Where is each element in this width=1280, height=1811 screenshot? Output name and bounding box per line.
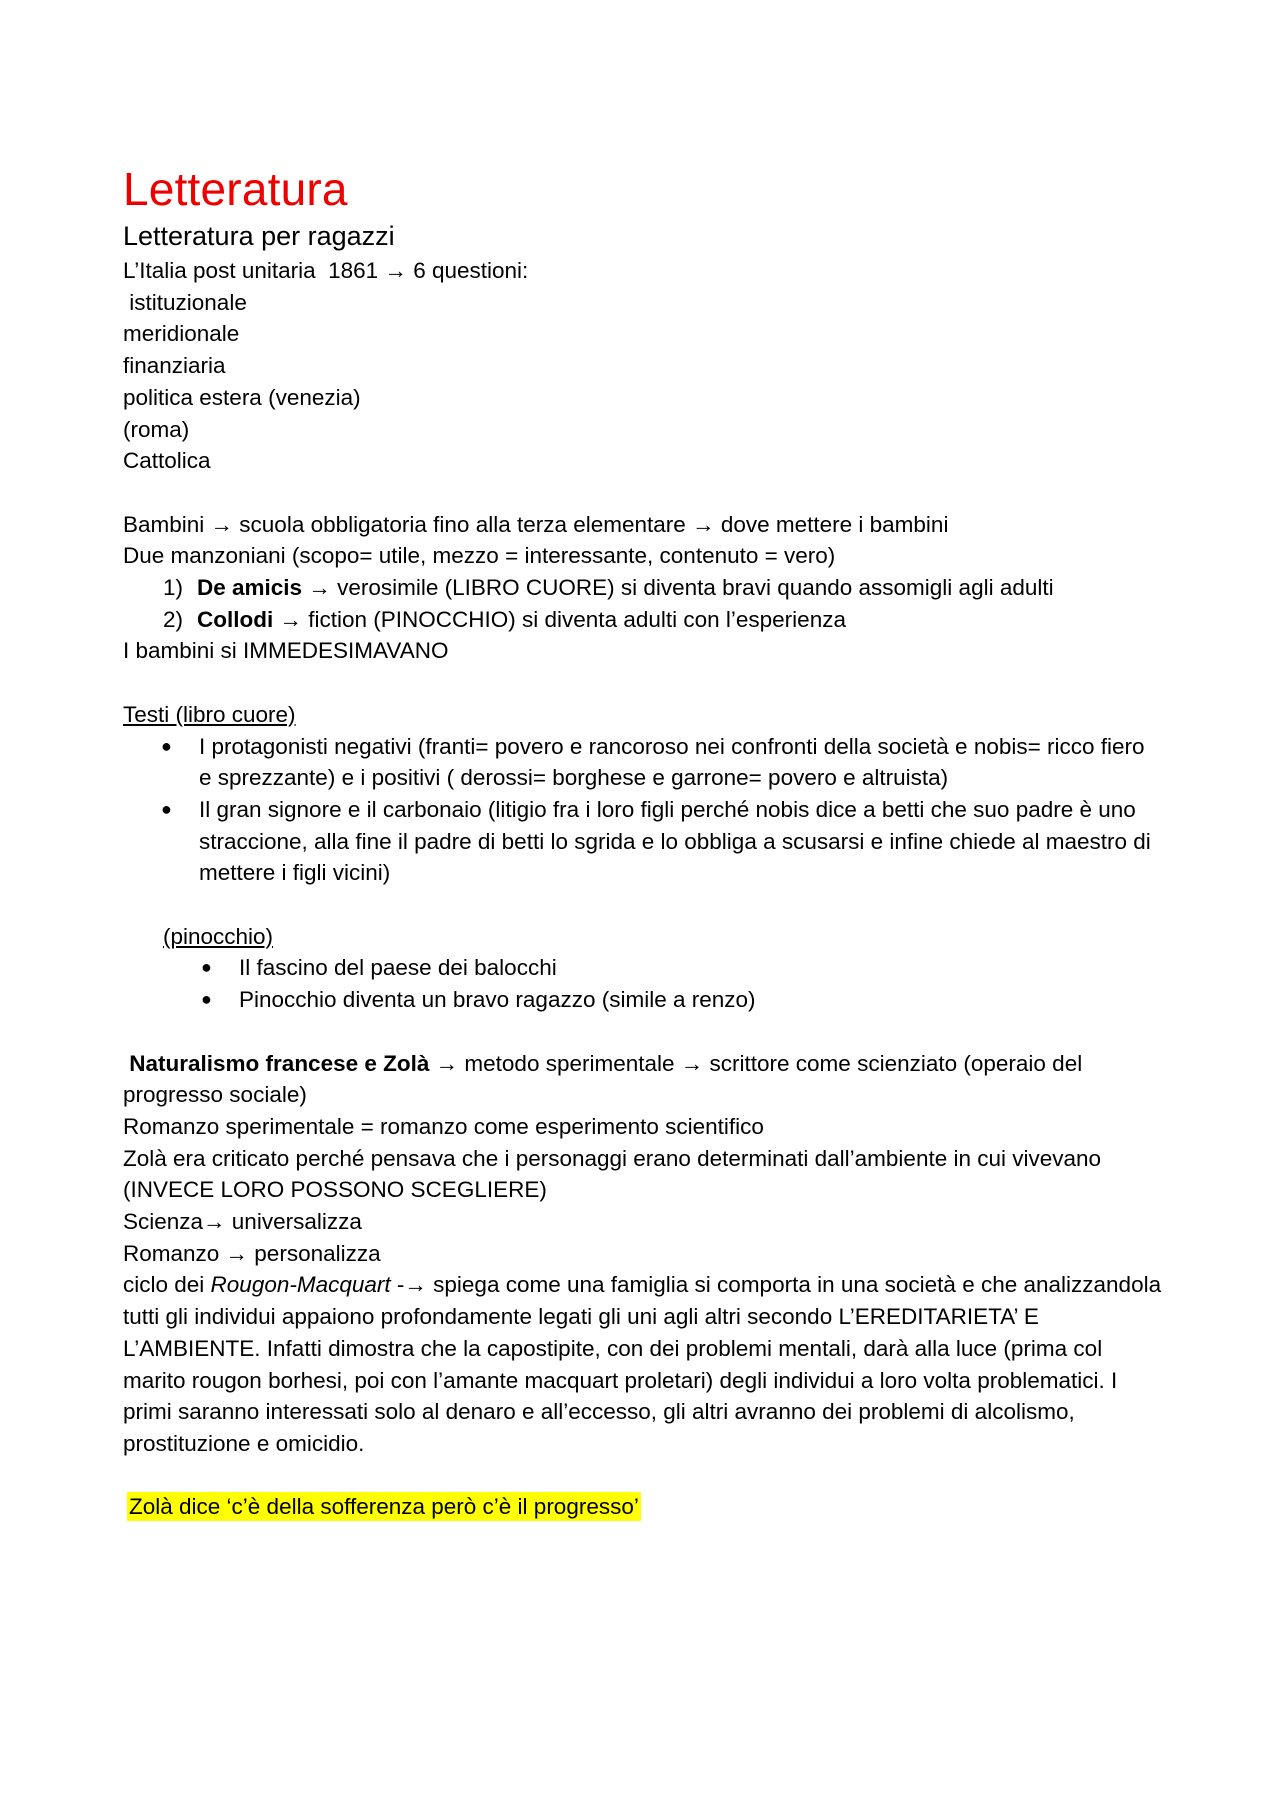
naturalismo-paragraph: Naturalismo francese e Zolà → metodo sperimentale → scrittore come scienziato (operaio del progresso sociale) [123,1050,1089,1108]
questione-item: istituzionale [123,289,247,315]
list-item: 1) De amicis → verosimile (LIBRO CUORE) si diventa bravi quando assomigli agli adulti [123,572,1163,604]
romanzo-sperimentale-line: Romanzo sperimentale = romanzo come esperimento scientifico [123,1113,764,1139]
questione-item: (roma) [123,416,190,442]
intro-line: L’Italia post unitaria 1861 → 6 questioni: [123,258,529,283]
bullet-icon: ● [201,989,212,1010]
bullet-icon: ● [161,798,172,819]
highlighted-quote: Zolà dice ‘c’è della sofferenza però c’è il progresso’ [129,1494,639,1520]
spacer [123,477,1163,509]
list-marker: 1) [163,575,184,601]
numbered-list [123,572,1163,635]
romanzo-line: Romanzo → personalizza [123,1240,381,1266]
questione-item: meridionale [123,321,240,347]
questione-item: finanziaria [123,353,226,379]
bullet-icon: ● [201,957,212,978]
scienza-line: Scienza→ universalizza [123,1209,362,1235]
questione-item: Cattolica [123,448,211,474]
document-subtitle: Letteratura per ragazzi [123,221,395,251]
questione-item: politica estera (venezia) [123,384,361,410]
arrow-right-icon: → [692,511,715,537]
immedesimavano-line: I bambini si IMMEDESIMAVANO [123,638,449,664]
arrow-right-icon: → [203,1209,226,1235]
list-item: ● Pinocchio diventa un bravo ragazzo (simile a renzo) [123,984,1163,1016]
bambini-line: Bambini → scuola obbligatoria fino alla terza elementare → dove mettere i bambini [123,511,949,537]
ciclo-paragraph: ciclo dei Rougon-Macquart -→ spiega come una famiglia si comporta in una società e che analizzandola tutti gli individui appaiono profondamente legati gli uni agli altri secondo L’EREDITARIETA’ E L’AMBIENTE. Infatti dimostra che la capostipite, con dei problemi mentali, darà alla luce (prima col marito rougon borhesi, poi con l’amante macquart proletari) degli individui a loro volta problematici. I primi saranno interessati solo al denaro e all’eccesso, gli altri avranno dei problemi di alcolismo, prostituzione e omicidio. [123,1272,1168,1456]
arrow-right-icon: → [384,258,407,283]
testi-heading: Testi (libro cuore) [123,701,296,727]
list-item: ● Il fascino del paese dei balocchi [123,952,1163,984]
arrow-right-icon: → [435,1050,459,1076]
spacer [123,889,1163,921]
arrow-right-icon: → [279,606,302,632]
arrow-right-icon: → [308,575,331,601]
list-item: ● Il gran signore e il carbonaio (litigio fra i loro figli perché nobis dice a betti che suo padre è uno straccione, alla fine il padre di betti lo sgrida e lo obbliga a scusarsi e infine chiede al maestro di mettere i figli vicini) [123,794,1163,889]
document-title: Letteratura [123,163,348,215]
bullet-icon: ● [161,735,172,756]
spacer [123,1460,1163,1492]
spacer [123,1016,1163,1048]
arrow-right-icon: → [225,1240,249,1266]
list-item: 2) Collodi → fiction (PINOCCHIO) si diventa adulti con l’esperienza [123,604,1163,636]
list-item: ● I protagonisti negativi (franti= povero e rancoroso nei confronti della società e nobis= ricco fiero e sprezzante) e i positivi ( derossi= borghese e garrone= povero e altruista) [123,731,1163,794]
document-body [123,160,1168,1523]
criticato-paragraph: Zolà era criticato perché pensava che i personaggi erano determinati dall’ambiente in cui vivevano (INVECE LORO POSSONO SCEGLIERE) [123,1145,1108,1203]
arrow-right-icon: → [210,511,234,537]
spacer [123,667,1163,699]
pinocchio-heading: (pinocchio) [163,923,274,949]
testi-bullet-list [123,731,1163,890]
list-marker: 2) [163,606,184,632]
manzoniani-line: Due manzoniani (scopo= utile, mezzo = interessante, contenuto = vero) [123,543,836,569]
arrow-right-icon: → [680,1050,704,1076]
arrow-right-icon: → [404,1272,427,1298]
pinocchio-bullet-list [123,952,1163,1015]
